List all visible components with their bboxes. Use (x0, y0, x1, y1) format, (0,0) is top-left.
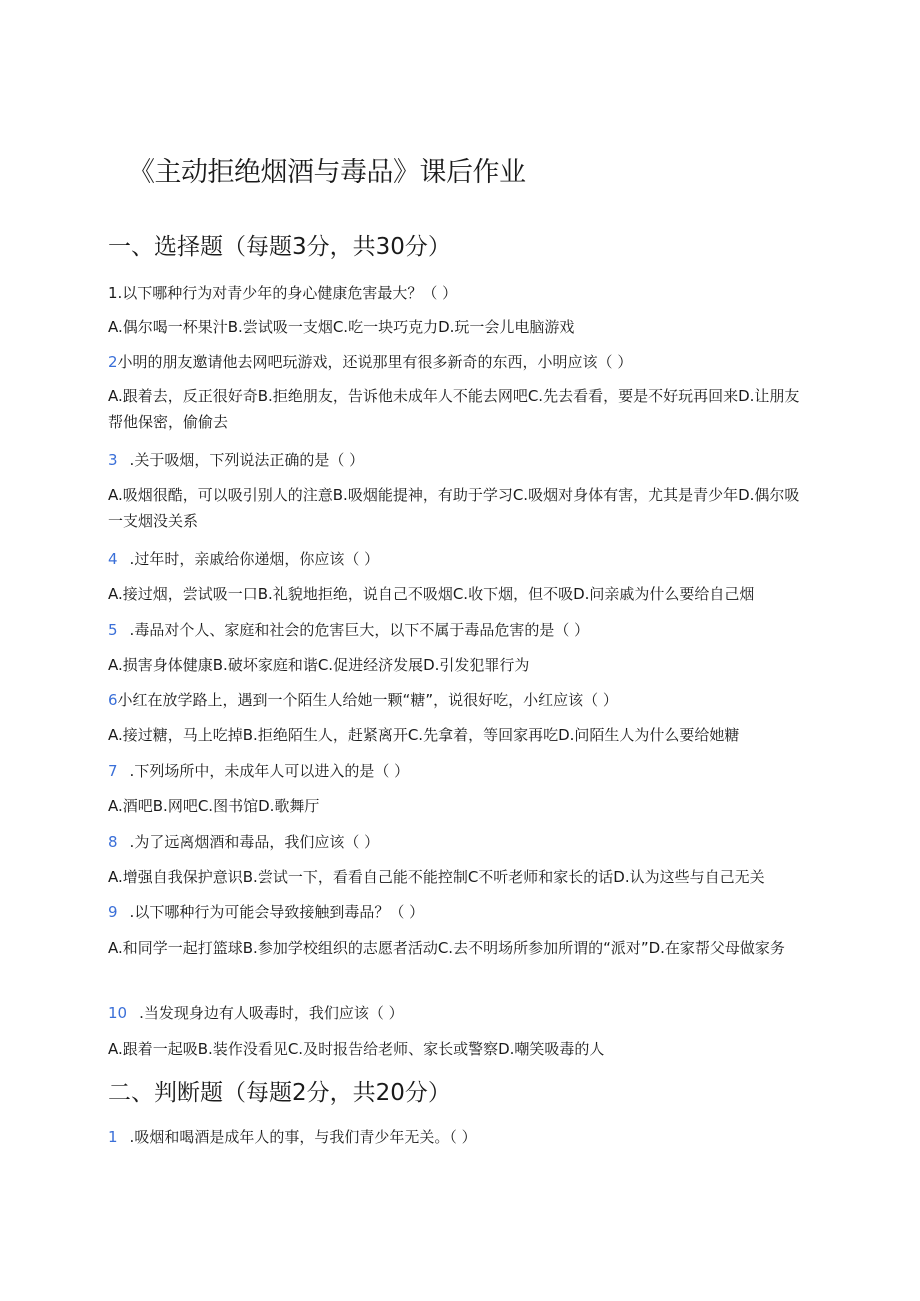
question-1 (108, 280, 814, 306)
question-number: 5 (108, 621, 118, 639)
answer-options-7: A.酒吧B.网吧C.图书馆D.歌舞厅 (108, 797, 320, 815)
question-number: 9 (108, 903, 118, 921)
question-6 (108, 687, 814, 713)
question-number: 2 (108, 353, 118, 371)
question-number: 3 (108, 451, 118, 469)
question-text: .为了远离烟酒和毒品，我们应该（ ） (129, 833, 380, 851)
question-text: .当发现身边有人吸毒时，我们应该（ ） (139, 1004, 404, 1022)
question-text: .以下哪种行为可能会导致接触到毒品？（ ） (129, 903, 425, 921)
question-9 (108, 899, 814, 925)
question-7 (108, 758, 814, 784)
question-number: 4 (108, 550, 118, 568)
answer-options-3: A.吸烟很酷，可以吸引别人的注意B.吸烟能提神，有助于学习C.吸烟对身体有害，尤其是青少年D.偶尔吸一支烟没关系 (108, 486, 800, 530)
question-number: 8 (108, 833, 118, 851)
judgement-question-1 (108, 1124, 814, 1150)
question-number: 10 (108, 1004, 128, 1022)
question-number: 6 (108, 691, 118, 709)
question-5 (108, 617, 814, 643)
question-text: 小明的朋友邀请他去网吧玩游戏，还说那里有很多新奇的东西，小明应该（ ） (117, 353, 633, 371)
question-text: 小红在放学路上，遇到一个陌生人给她一颗“糖”，说很好吃，小红应该（ ） (117, 691, 618, 709)
question-3 (108, 447, 814, 473)
question-text: .下列场所中，未成年人可以进入的是（ ） (129, 762, 410, 780)
answer-options-10: A.跟着一起吸B.装作没看见C.及时报告给老师、家长或警察D.嘲笑吸毒的人 (108, 1040, 605, 1058)
question-2 (108, 349, 814, 375)
page-title: 《主动拒绝烟酒与毒品》课后作业 (128, 157, 526, 188)
question-8 (108, 829, 814, 855)
question-text: .关于吸烟，下列说法正确的是（ ） (129, 451, 365, 469)
answer-options-5: A.损害身体健康B.破坏家庭和谐C.促进经济发展D.引发犯罪行为 (108, 656, 530, 674)
question-number: 1 (108, 1128, 118, 1146)
section-heading-choice: 一、选择题（每题3分，共30分） (108, 234, 451, 260)
question-text: .吸烟和喝酒是成年人的事，与我们青少年无关。（ ） (129, 1128, 477, 1146)
answer-options-4: A.接过烟，尝试吸一口B.礼貌地拒绝，说自己不吸烟C.收下烟，但不吸D.问亲戚为什么要给自己烟 (108, 585, 755, 603)
answer-options-9: A.和同学一起打篮球B.参加学校组织的志愿者活动C.去不明场所参加所谓的“派对”D.在家帮父母做家务 (108, 939, 785, 957)
question-number: 7 (108, 762, 118, 780)
question-text: .过年时，亲戚给你递烟，你应该（ ） (129, 550, 380, 568)
answer-options-6: A.接过糖，马上吃掉B.拒绝陌生人，赶紧离开C.先拿着，等回家再吃D.问陌生人为什么要给她糖 (108, 726, 740, 744)
answer-options-1: A.偶尔喝一杯果汁B.尝试吸一支烟C.吃一块巧克力D.玩一会儿电脑游戏 (108, 318, 575, 336)
answer-options-2: A.跟着去，反正很好奇B.拒绝朋友，告诉他未成年人不能去网吧C.先去看看，要是不好玩再回来D.让朋友帮他保密，偷偷去 (108, 387, 800, 431)
answer-options-8: A.增强自我保护意识B.尝试一下，看看自己能不能控制C不听老师和家长的话D.认为这些与自己无关 (108, 868, 765, 886)
question-4 (108, 546, 814, 572)
question-10 (108, 1000, 814, 1026)
section-heading-judgement: 二、判断题（每题2分，共20分） (108, 1080, 451, 1106)
question-text: 1.以下哪种行为对青少年的身心健康危害最大？（ ） (108, 284, 458, 302)
question-text: .毒品对个人、家庭和社会的危害巨大，以下不属于毒品危害的是（ ） (129, 621, 590, 639)
